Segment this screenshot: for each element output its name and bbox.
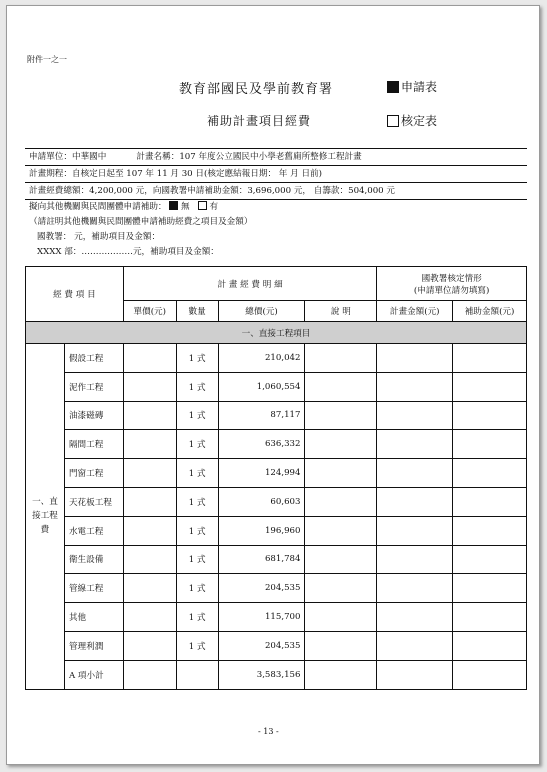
item-name: 其他 (64, 603, 123, 632)
subsidy-cell (453, 574, 527, 603)
desc-cell (305, 487, 377, 516)
qty-cell: 1 式 (176, 574, 218, 603)
option-none: 無 (180, 202, 190, 212)
qty-cell: 1 式 (176, 516, 218, 545)
desc-cell (305, 545, 377, 574)
qty-cell (176, 660, 218, 689)
unchecked-box-icon (198, 201, 207, 210)
table-row (26, 631, 527, 660)
unchecked-box-icon (387, 115, 399, 127)
approved-cell (377, 487, 453, 516)
approve-checkbox-row (387, 112, 437, 129)
ministry-line: 國教署： 元，補助項目及金額： (37, 232, 161, 242)
total-cell: 196,960 (218, 516, 305, 545)
subsidy-cell (453, 545, 527, 574)
qty-cell: 1 式 (176, 430, 218, 459)
xxxx-line: XXXX 部：………………元，補助項目及金額： (37, 247, 219, 257)
plan-info-block (25, 148, 527, 260)
subsidy-cell (453, 459, 527, 488)
item-name: A 項小計 (64, 660, 123, 689)
total-cell: 204,535 (218, 574, 305, 603)
header-qty: 數量 (176, 301, 218, 322)
subsidy-cell (453, 487, 527, 516)
table-row (26, 603, 527, 632)
unit-price-cell (123, 660, 176, 689)
unit-price-cell (123, 430, 176, 459)
qty-cell: 1 式 (176, 487, 218, 516)
unit-price-cell (123, 603, 176, 632)
table-row (26, 574, 527, 603)
review-title: 國教署核定情形 (421, 273, 482, 284)
approved-cell (377, 430, 453, 459)
total-cell: 636,332 (218, 430, 305, 459)
unit-plan-row (25, 149, 527, 166)
desc-cell (305, 603, 377, 632)
total-cell: 124,994 (218, 459, 305, 488)
item-name: 水電工程 (64, 516, 123, 545)
approved-cell (377, 574, 453, 603)
total-cell: 1,060,554 (218, 372, 305, 401)
total-cell: 87,117 (218, 401, 305, 430)
approved-cell (377, 545, 453, 574)
plan-name: 計畫名稱：107 年度公立國民中小學老舊廁所整修工程計畫 (136, 152, 362, 162)
qty-cell: 1 式 (176, 344, 218, 373)
total-cell: 60,603 (218, 487, 305, 516)
table-header-row (26, 267, 527, 301)
subsidy-cell (453, 401, 527, 430)
cost-table (25, 266, 527, 690)
item-name: 衛生設備 (64, 545, 123, 574)
table-row (26, 459, 527, 488)
unit-price-cell (123, 574, 176, 603)
approved-cell (377, 344, 453, 373)
category-line: 費 (40, 525, 50, 536)
table-row (26, 401, 527, 430)
category-line: 接工程 (32, 511, 58, 522)
option-yes: 有 (209, 202, 219, 212)
qty-cell: 1 式 (176, 545, 218, 574)
qty-cell: 1 式 (176, 401, 218, 430)
review-note: (申請單位請勿填寫) (413, 285, 490, 296)
unit-price-cell (123, 459, 176, 488)
item-name: 門窗工程 (64, 459, 123, 488)
qty-cell: 1 式 (176, 631, 218, 660)
plan-period: 計畫期程：自核定日起至 107 年 11 月 30 日(核定應結報日期： 年 月 日前) (25, 166, 527, 183)
qty-cell: 1 式 (176, 372, 218, 401)
table-body (26, 344, 527, 690)
subsidy-cell (453, 430, 527, 459)
header-review (377, 267, 527, 301)
item-name: 管線工程 (64, 574, 123, 603)
apply-label: 申請表 (401, 80, 438, 94)
table-row (26, 430, 527, 459)
note-line: （請註明其他機關與民間團體申請補助經費之項目及金額） (29, 217, 253, 227)
table-row (26, 660, 527, 689)
checked-box-icon (169, 201, 178, 210)
qty-cell: 1 式 (176, 459, 218, 488)
approve-label: 核定表 (401, 114, 438, 128)
subsidy-cell (453, 372, 527, 401)
desc-cell (305, 344, 377, 373)
header-item: 經 費 項 目 (26, 267, 124, 322)
item-name: 油漆磁磚 (64, 401, 123, 430)
header-approved: 計畫金額(元) (377, 301, 453, 322)
desc-cell (305, 574, 377, 603)
unit-price-cell (123, 372, 176, 401)
table-row (26, 487, 527, 516)
category-line: 一、直 (32, 497, 58, 508)
desc-cell (305, 660, 377, 689)
total-cell: 3,583,156 (218, 660, 305, 689)
subsidy-cell (453, 660, 527, 689)
approved-cell (377, 401, 453, 430)
desc-cell (305, 516, 377, 545)
section-title: 一、直接工程項目 (26, 322, 527, 344)
approved-cell (377, 660, 453, 689)
table-row (26, 372, 527, 401)
header-detail: 計 畫 經 費 明 細 (123, 267, 376, 301)
unit-price-cell (123, 487, 176, 516)
total-cell: 210,042 (218, 344, 305, 373)
approved-cell (377, 372, 453, 401)
other-agency-row (25, 200, 527, 215)
applicant-unit: 申請單位：中華國中 (29, 152, 107, 162)
header-total: 總價(元) (218, 301, 305, 322)
qty-cell: 1 式 (176, 603, 218, 632)
subsidy-cell (453, 603, 527, 632)
header-subsidy: 補助金額(元) (453, 301, 527, 322)
unit-price-cell (123, 631, 176, 660)
other-agency-question: 擬向其他機關與民間團體申請補助： (29, 202, 167, 212)
approved-cell (377, 516, 453, 545)
desc-cell (305, 430, 377, 459)
total-cell: 204,535 (218, 631, 305, 660)
desc-cell (305, 459, 377, 488)
agency-title: 教育部國民及學前教育署 (179, 82, 334, 97)
item-name: 假設工程 (64, 344, 123, 373)
item-name: 隔間工程 (64, 430, 123, 459)
item-name: 泥作工程 (64, 372, 123, 401)
page-number: - 13 - (258, 727, 279, 736)
approved-cell (377, 603, 453, 632)
checked-box-icon (387, 81, 399, 93)
approved-cell (377, 459, 453, 488)
total-cell: 681,784 (218, 545, 305, 574)
subsidy-cell (453, 344, 527, 373)
table-row (26, 516, 527, 545)
table-row (26, 344, 527, 373)
total-cell: 115,700 (218, 603, 305, 632)
funding-summary: 計畫經費總額：4,200,000 元，向國教署申請補助金額：3,696,000 元， 自籌款：504,000 元 (25, 183, 527, 200)
unit-price-cell (123, 516, 176, 545)
item-name: 天花板工程 (64, 487, 123, 516)
category-cell (26, 344, 65, 690)
header-desc: 說 明 (305, 301, 377, 322)
section-row (26, 322, 527, 344)
annex-label: 附件一之一 (27, 55, 67, 64)
subsidy-cell (453, 631, 527, 660)
desc-cell (305, 372, 377, 401)
form-subtitle: 補助計畫項目經費 (207, 114, 312, 128)
desc-cell (305, 631, 377, 660)
apply-checkbox-row (387, 78, 437, 95)
item-name: 管理利潤 (64, 631, 123, 660)
approved-cell (377, 631, 453, 660)
desc-cell (305, 401, 377, 430)
table-row (26, 545, 527, 574)
unit-price-cell (123, 344, 176, 373)
subsidy-cell (453, 516, 527, 545)
unit-price-cell (123, 545, 176, 574)
header-unit-price: 單價(元) (123, 301, 176, 322)
unit-price-cell (123, 401, 176, 430)
